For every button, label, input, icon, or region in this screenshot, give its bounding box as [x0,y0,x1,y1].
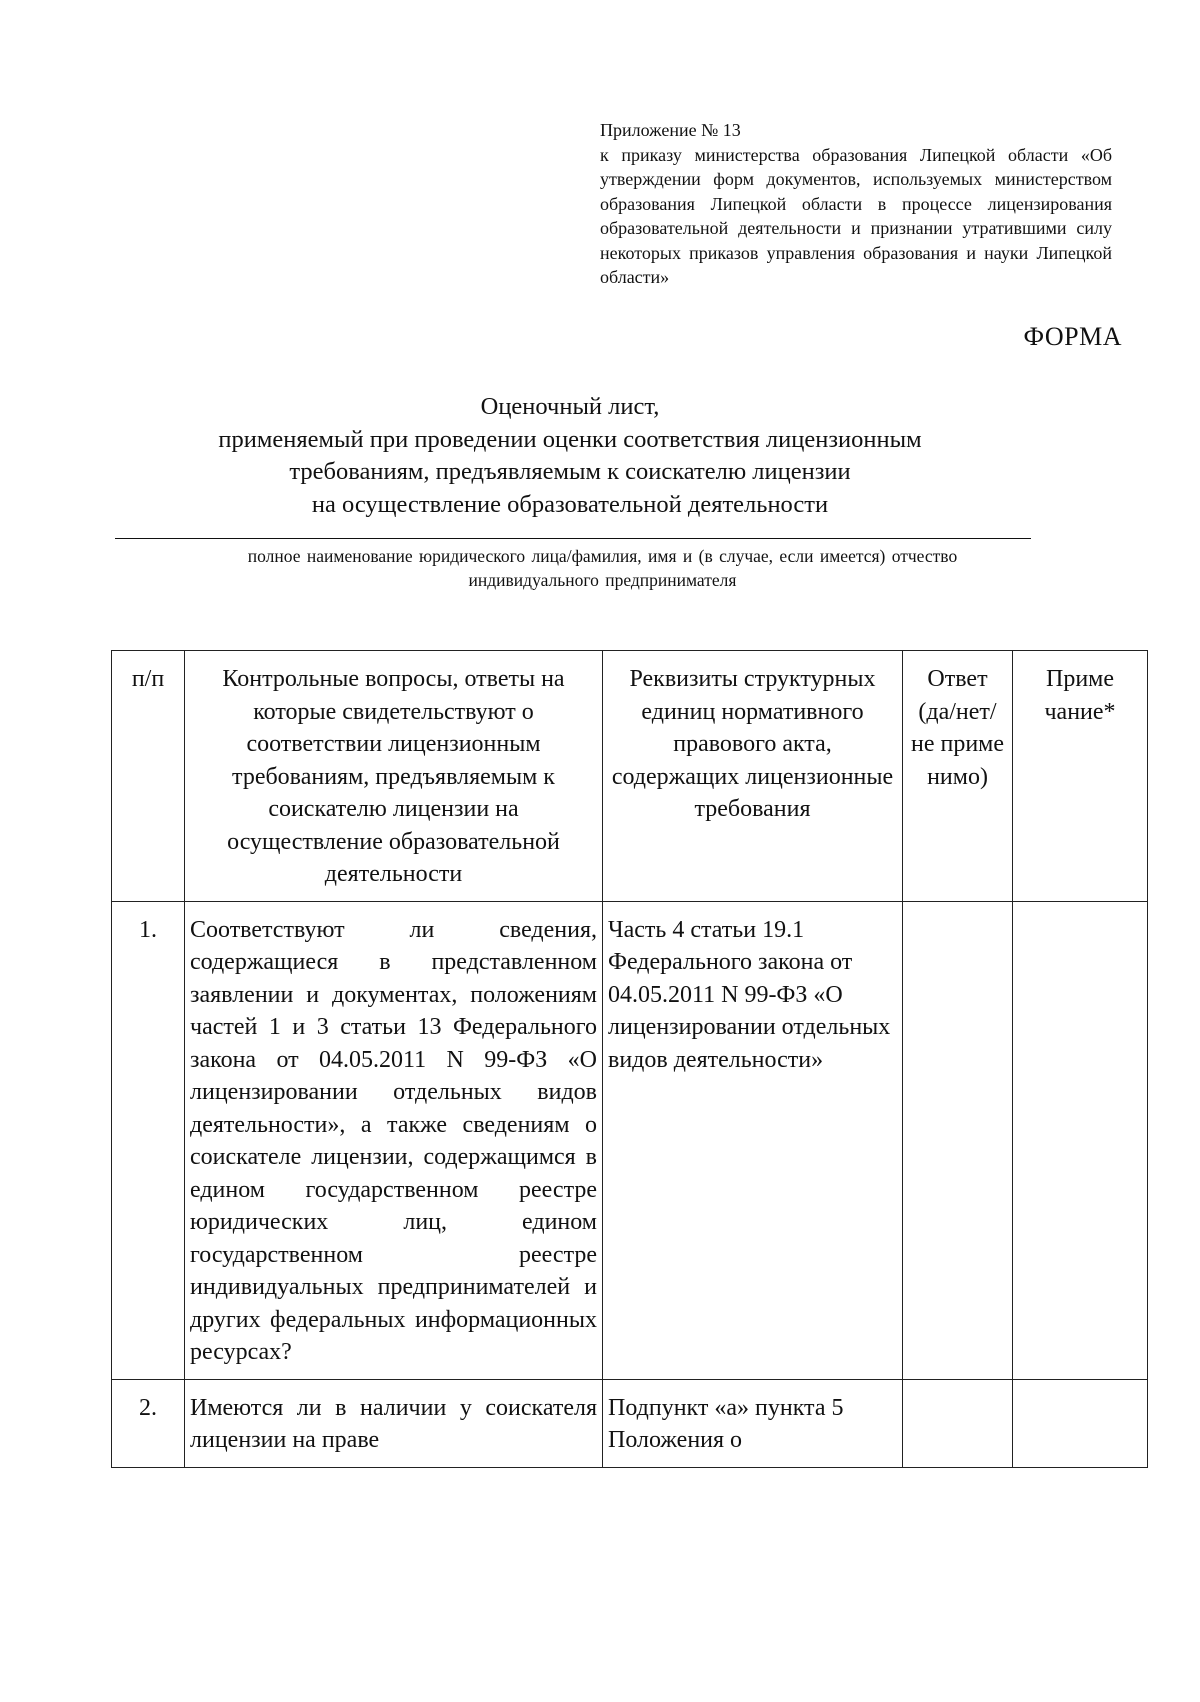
table-row [112,901,1148,1379]
appendix-title: Приложение № 13 [600,120,741,140]
heading-line-1: Оценочный лист, [480,393,660,420]
row-number: 1. [112,901,185,1379]
name-fill-line [115,538,1031,539]
header-number: п/п [112,651,185,902]
heading-line-3: требованиям, предъявляемым к соискателю лицензии [289,458,851,485]
header-requisites: Реквизиты структурных единиц нормативного правового акта, содержащих лицензионные требования [603,651,903,902]
evaluation-table [111,650,1148,1468]
evaluation-table-wrapper [111,650,1147,1468]
document-heading [110,391,1030,521]
table-header-row [112,651,1148,902]
form-label: ФОРМА [1023,322,1122,351]
row-note-cell[interactable] [1013,901,1148,1379]
header-note: Приме чание* [1013,651,1148,902]
row-requisites: Подпункт «а» пункта 5 Положения о [603,1379,903,1467]
name-field-caption: полное наименование юридического лица/фамилия, имя и (в случае, если имеется) отчество индивидуального предпринимателя [247,546,958,590]
row-answer-cell[interactable] [903,901,1013,1379]
row-requisites: Часть 4 статьи 19.1 Федерального закона от 04.05.2011 N 99-ФЗ «О лицензировании отдельных видов деятельности» [603,901,903,1379]
appendix-block [600,118,1112,290]
row-note-cell[interactable] [1013,1379,1148,1467]
heading-line-4: на осуществление образовательной деятельности [311,490,829,518]
header-answer: Ответ (да/нет/ не приме нимо) [903,651,1013,902]
heading-line-2: применяемый при проведении оценки соответствия лицензионным [218,425,922,453]
row-question: Соответствуют ли сведения, содержащиеся в представленном заявлении и документах, положениям частей 1 и 3 статьи 13 Федерального закона от 04.05.2011 N 99-ФЗ «О лицензировании отдельных видов деятельности», а также сведениям о соискателе лицензии, содержащимся в едином государственном реестре юридических лиц, едином государственном реестре индивидуальных предпринимателей и других федеральных информационных ресурсах? [185,901,603,1379]
table-row [112,1379,1148,1467]
row-answer-cell[interactable] [903,1379,1013,1467]
header-control-questions: Контрольные вопросы, ответы на которые свидетельствуют о соответствии лицензионным требованиям, предъявляемым к соискателю лицензии на осуществление образовательной деятельности [185,651,603,902]
appendix-text: к приказу министерства образования Липецкой области «Об утверждении форм документов, используемых министерством образования Липецкой области в процессе лицензирования образовательной деятельности и признании утратившими силу некоторых приказов управления образования и науки Липецкой области» [600,144,1112,287]
row-number: 2. [112,1379,185,1467]
row-question: Имеются ли в наличии у соискателя лицензии на праве [185,1379,603,1467]
